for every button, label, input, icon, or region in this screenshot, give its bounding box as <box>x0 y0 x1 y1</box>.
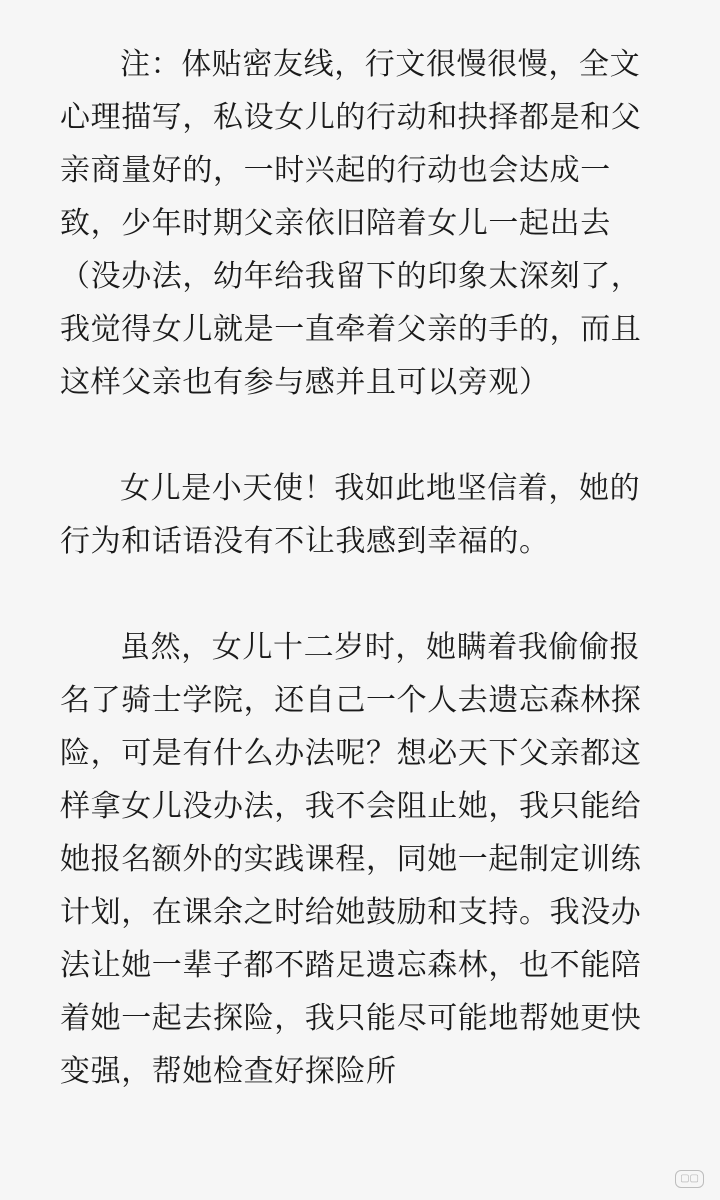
paragraph-knight-academy: 虽然，女儿十二岁时，她瞒着我偷偷报名了骑士学院，还自己一个人去遗忘森林探险，可是有什么办法呢？想必天下父亲都这样拿女儿没办法，我不会阻止她，我只能给她报名额外的实践课程，同她一起制定训练计划，在课余之时给她鼓励和支持。我没办法让她一辈子都不踏足遗忘森林，也不能陪着她一起去探险，我只能尽可能地帮她更快变强，帮她检查好探险所 <box>60 630 642 1089</box>
paragraph-gap <box>60 568 670 621</box>
article-body <box>60 38 670 1098</box>
watermark-badge-icon: ▢▢ <box>675 1170 704 1188</box>
paragraph-angel: 女儿是小天使！我如此地坚信着，她的行为和话语没有不让我感到幸福的。 <box>60 471 641 559</box>
watermark-logo <box>675 1170 704 1190</box>
paragraph-gap <box>60 409 670 462</box>
paragraph-note: 注：体贴密友线，行文很慢很慢，全文心理描写，私设女儿的行动和抉择都是和父亲商量好的，一时兴起的行动也会达成一致，少年时期父亲依旧陪着女儿一起出去（没办法，幼年给我留下的印象太深刻了，我觉得女儿就是一直牵着父亲的手的，而且这样父亲也有参与感并且可以旁观） <box>60 47 642 400</box>
